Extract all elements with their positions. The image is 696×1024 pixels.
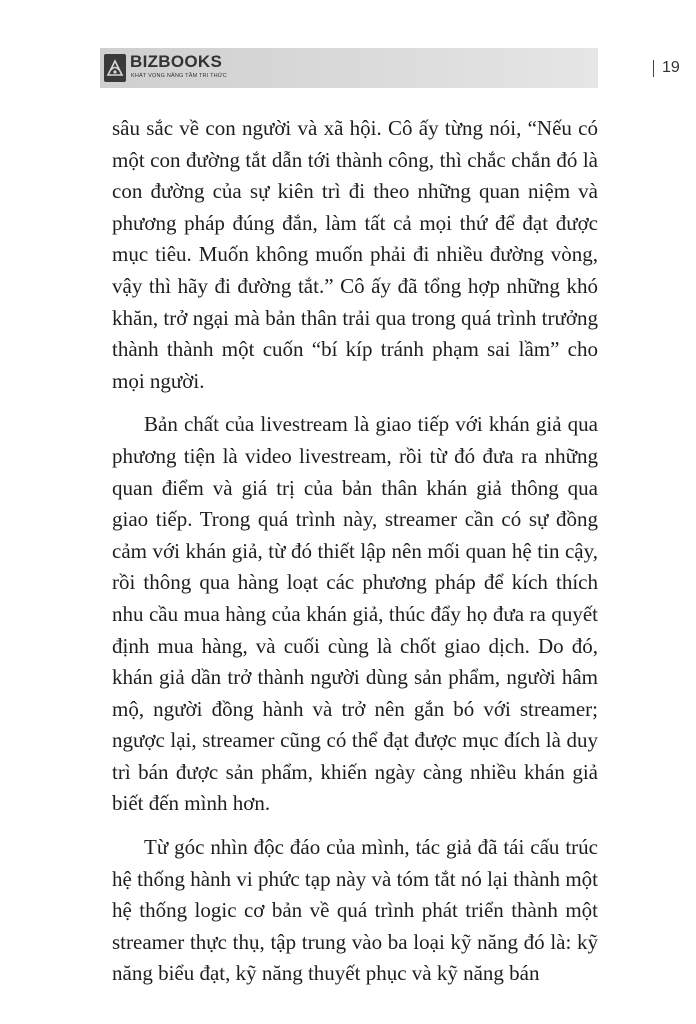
header-divider [653, 60, 654, 77]
bizbooks-logo-icon [104, 54, 126, 82]
paragraph-2: Bản chất của livestream là giao tiếp với khán giả qua phương tiện là video livestream, rồi từ đó đưa ra những quan điểm và giá trị của bản thân khán giả thông qua giao tiếp. Trong quá trình này, streamer cần có sự đồng cảm với khán giả, từ đó thiết lập nên mối quan hệ tin cậy, rồi thông qua hàng loạt các phương pháp để kích thích nhu cầu mua hàng của khán giả, thúc đẩy họ đưa ra quyết định mua hàng, và cuối cùng là chốt giao dịch. Do đó, khán giả dần trở thành người dùng sản phẩm, người hâm mộ, người đồng hành và trở nên gắn bó với streamer; ngược lại, streamer cũng có thể đạt được mục đích là duy trì bán được sản phẩm, khiến ngày càng nhiều khán giả biết đến mình hơn. [112, 412, 598, 816]
paragraph-1: sâu sắc về con người và xã hội. Cô ấy từng nói, “Nếu có một con đường tắt dẫn tới thành công, thì chắc chắn đó là con đường của sự kiên trì đi theo những quan niệm và phương pháp đúng đắn, làm tất cả mọi thứ để đạt được mục tiêu. Muốn không muốn phải đi nhiều đường vòng, vậy thì hãy đi đường tắt.” Cô ấy đã tổng hợp những khó khăn, trở ngại mà bản thân trải qua trong quá trình trưởng thành thành một cuốn “bí kíp tránh phạm sai lầm” cho mọi người. [112, 116, 598, 393]
brand-tagline: KHÁT VỌNG NÂNG TẦM TRI THỨC [131, 73, 227, 79]
paragraph-3: Từ góc nhìn độc đáo của mình, tác giả đã tái cấu trúc hệ thống hành vi phức tạp này và tóm tắt nó lại thành một hệ thống logic cơ bản về quá trình phát triển thành một streamer thực thụ, tập trung vào ba loại kỹ năng đó là: kỹ năng biểu đạt, kỹ năng thuyết phục và kỹ năng bán [112, 835, 598, 986]
running-header [100, 48, 680, 88]
body-text [112, 113, 598, 1002]
page-number: 19 [662, 59, 680, 76]
brand-name: BIZBOOKS [130, 52, 223, 71]
